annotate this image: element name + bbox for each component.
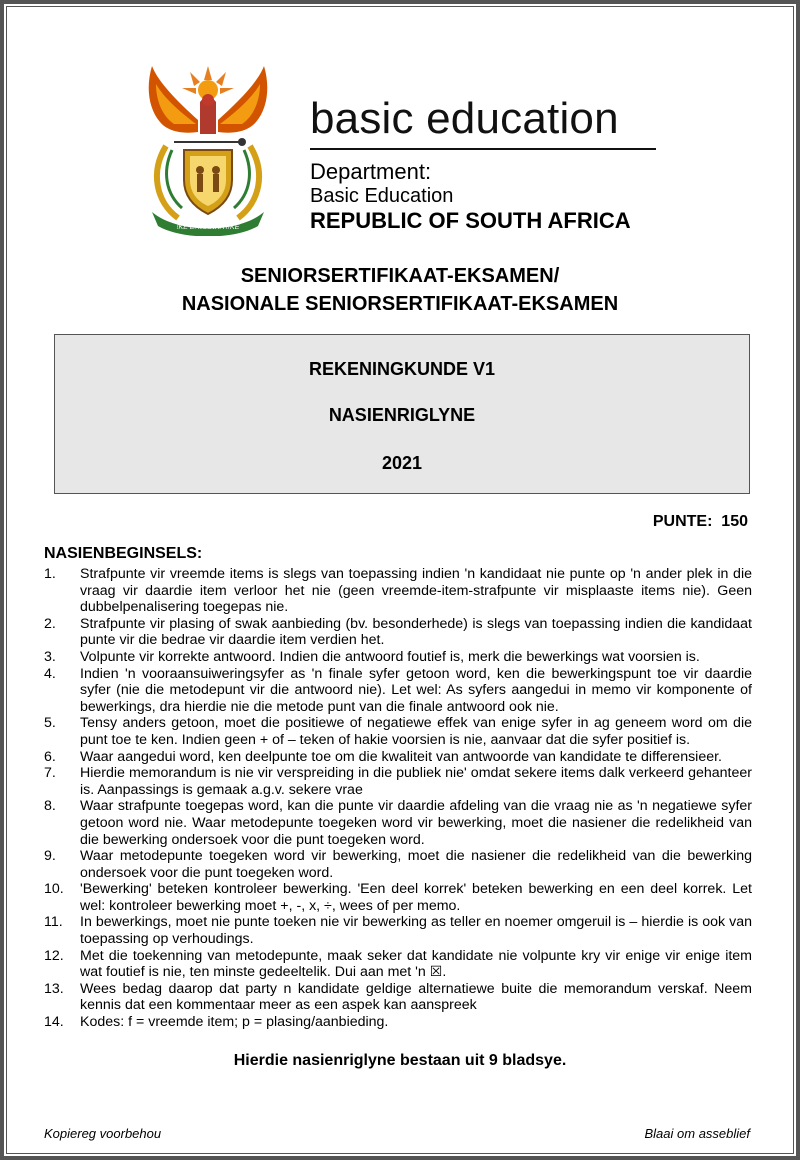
list-item [44, 798, 752, 848]
list-item [44, 914, 752, 947]
item-text: Wees bedag daarop dat party n kandidate geldige alternatiewe buite die memorandum verskaf. Neem kennis dat een kommentaar meer as een aspek kan aanspreek [80, 980, 752, 1014]
total-marks: PUNTE: 150 [652, 513, 748, 530]
brand-block [310, 96, 660, 234]
item-number: 4. [44, 665, 56, 682]
item-number: 2. [44, 615, 56, 632]
item-number: 13. [44, 980, 64, 997]
dept-label: Department: [310, 159, 432, 184]
list-item [44, 848, 752, 881]
footer-turn-page: Blaai om asseblief [644, 1126, 750, 1141]
item-number: 14. [44, 1014, 64, 1031]
item-text: Waar metodepunte toegeken word vir bewerking, moet die nasiener die redelikheid van die bewerking ondersoek voor die punt toegeken word. [80, 848, 752, 881]
exam-title-line1: SENIORSERTIFIKAAT-EKSAMEN/ [240, 265, 560, 287]
item-text: Waar strafpunte toegepas word, kan die punte vir daardie afdeling van die vraag nie as 'n negatiewe syfer getoon word nie. Waar metodepunte toegeken word vir bewerking, moet die nasiener die redelikheid van die bewerking ondersoek voor die punt toegeken word. [80, 798, 752, 848]
list-item [44, 666, 752, 716]
item-text: Kodes: f = vreemde item; p = plasing/aanbieding. [80, 1014, 389, 1031]
list-item [44, 1014, 752, 1031]
list-item [44, 948, 752, 981]
item-text: Waar aangedui word, ken deelpunte toe om die kwaliteit van antwoorde van kandidate te differensieer. [80, 748, 722, 765]
principles-list [44, 566, 752, 1031]
list-item [44, 765, 752, 798]
item-text: Indien 'n vooraansuiweringsyfer as 'n finale syfer getoon word, ken die bewerkingspunt toe vir daardie syfer (nie die metodepunt vir die antwoord nie). Let wel: As syfers aangedui in memo vir komponente of bewerkings, dra hierdie nie die metode punt van die finale antwoord ook nie. [80, 665, 752, 715]
exam-title [0, 262, 800, 318]
item-number: 12. [44, 947, 64, 964]
item-number: 6. [44, 748, 56, 765]
country-name: REPUBLIC OF SOUTH AFRICA [310, 208, 631, 233]
item-number: 9. [44, 848, 56, 865]
exam-year: 2021 [381, 453, 423, 473]
crest-motto: !KE E: /XARRA //KE [176, 224, 240, 231]
item-text: Hierdie memorandum is nie vir verspreiding in die publiek nie' omdat sekere items dalk verkeerd gehanteer is. Aanpassings is gemaak a.g.v. sekere vrae [80, 765, 752, 798]
item-number: 11. [44, 914, 63, 931]
list-item [44, 715, 752, 748]
item-number: 1. [44, 566, 56, 582]
list-item [44, 649, 752, 666]
item-text: In bewerkings, moet nie punte toeken nie vir bewerking as teller en noemer omgeruil is – hierdie is ook van toepassing op verhoudings. [80, 914, 752, 948]
footer-copyright: Kopiereg voorbehou [44, 1126, 162, 1141]
item-number: 10. [44, 881, 64, 898]
item-number: 3. [44, 648, 56, 665]
principles-heading: NASIENBEGINSELS: [44, 545, 203, 562]
item-number: 7. [44, 765, 56, 782]
coat-of-arms-logo [138, 62, 278, 236]
item-text: Tensy anders getoon, moet die positiewe of negatiewe effek van enige syfer in ag geneem word om die punt toe te ken. Indien geen + of – teken of hakie voorsien is nie, aanvaar dat die syfer positief is. [80, 715, 752, 748]
page-count-note: Hierdie nasienriglyne bestaan uit 9 bladsye. [233, 1052, 567, 1069]
subject-title: REKENINGKUNDE V1 [308, 359, 496, 379]
item-text: Met die toekenning van metodepunte, maak seker dat kandidate nie volpunte kry vir enige vir enige item wat foutief is nie, ten minste gedeeltelik. Dui aan met 'n ☒. [80, 947, 752, 981]
item-text: Strafpunte vir vreemde items is slegs van toepassing indien 'n kandidaat nie punte op 'n ander plek in die vraag vir daardie item verloor het nie (geen vreemde-item-strafpunte vir misplaaste items nie). Geen dubbelpenalisering toegepas nie. [80, 566, 752, 616]
item-number: 5. [44, 715, 56, 732]
brand-underline [310, 148, 656, 150]
item-text: Strafpunte vir plasing of swak aanbieding (bv. besonderhede) is slegs van toepassing indien die kandidaat punte vir die bedrae vir daardie item verdien het. [80, 615, 752, 649]
list-item [44, 981, 752, 1014]
list-item [44, 749, 752, 766]
list-item [44, 881, 752, 914]
list-item [44, 566, 752, 616]
list-item [44, 616, 752, 649]
item-number: 8. [44, 798, 56, 815]
brand-name: basic education [310, 94, 619, 143]
subject-box [54, 334, 750, 494]
item-text: Volpunte vir korrekte antwoord. Indien die antwoord foutief is, merk die bewerkings wat voorsien is. [80, 648, 700, 665]
exam-title-line2: NASIONALE SENIORSERTIFIKAAT-EKSAMEN [181, 293, 619, 315]
item-text: 'Bewerking' beteken kontroleer bewerking. 'Een deel korrek' beteken bewerking en een deel korrek. Let wel: kontroleer bewerking moet +, -, x, ÷, wees of per memo. [80, 881, 752, 914]
document-type: NASIENRIGLYNE [328, 405, 476, 425]
dept-name: Basic Education [310, 185, 454, 207]
